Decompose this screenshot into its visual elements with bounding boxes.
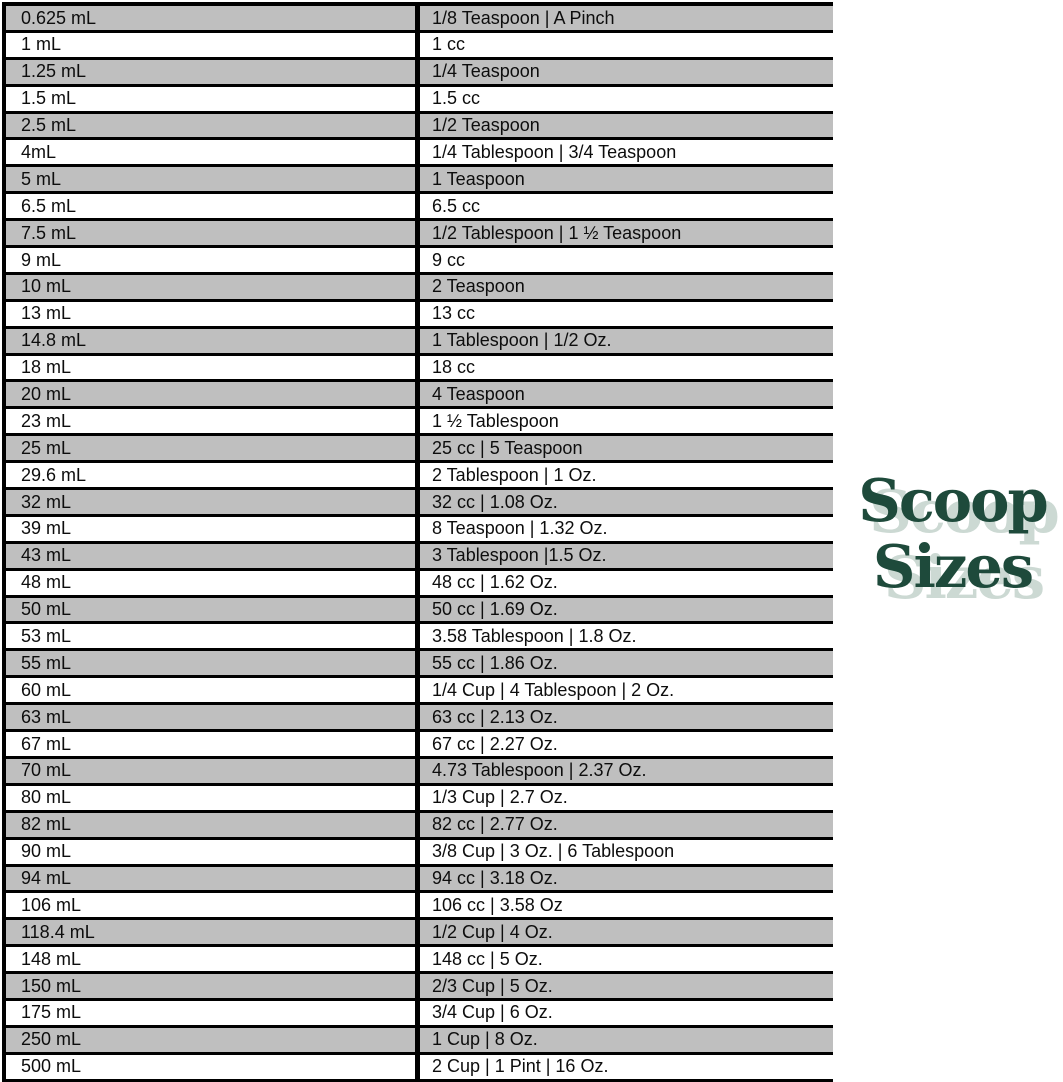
table-row: [6, 813, 833, 840]
table-row: [6, 409, 833, 436]
ml-cell: 14.8 mL: [6, 329, 420, 353]
ml-cell: 7.5 mL: [6, 221, 420, 245]
ml-cell: 94 mL: [6, 867, 420, 891]
table-row: [6, 329, 833, 356]
table-row: [6, 840, 833, 867]
conversion-cell: 32 cc | 1.08 Oz.: [432, 491, 558, 512]
conversion-cell: 1.5 cc: [432, 88, 481, 109]
conversion-cell: 1/2 Teaspoon: [432, 115, 540, 136]
ml-cell: 82 mL: [6, 813, 420, 837]
ml-cell: 150 mL: [6, 974, 420, 998]
table-row: [6, 624, 833, 651]
ml-cell: 250 mL: [6, 1028, 420, 1052]
table-row: [6, 1028, 833, 1055]
conversion-cell: 8 Teaspoon | 1.32 Oz.: [432, 518, 608, 539]
table-row: [6, 463, 833, 490]
ml-cell: 5 mL: [6, 167, 420, 191]
ml-cell: 32 mL: [6, 490, 420, 514]
conversion-cell: 1 ½ Tablespoon: [432, 410, 559, 431]
conversion-cell: 50 cc | 1.69 Oz.: [432, 599, 558, 620]
conversion-cell: 148 cc | 5 Oz.: [432, 948, 543, 969]
conversion-cell: 4 Teaspoon: [432, 383, 525, 404]
ml-cell: 48 mL: [6, 571, 420, 595]
ml-cell: 23 mL: [6, 409, 420, 433]
ml-cell: 6.5 mL: [6, 194, 420, 218]
ml-cell: 90 mL: [6, 840, 420, 864]
table-row: [6, 651, 833, 678]
logo-line-2: Sizes: [872, 532, 1033, 601]
conversion-cell: 48 cc | 1.62 Oz.: [432, 572, 558, 593]
table-row: [6, 893, 833, 920]
ml-cell: 9 mL: [6, 248, 420, 272]
conversion-cell: 1 Tablespoon | 1/2 Oz.: [432, 330, 612, 351]
ml-cell: 4mL: [6, 140, 420, 164]
table-row: [6, 490, 833, 517]
ml-cell: 1.5 mL: [6, 87, 420, 111]
conversion-cell: 82 cc | 2.77 Oz.: [432, 814, 558, 835]
table-row: [6, 678, 833, 705]
table-row: [6, 1055, 833, 1082]
ml-cell: 63 mL: [6, 705, 420, 729]
conversion-cell: 4.73 Tablespoon | 2.37 Oz.: [432, 760, 647, 781]
table-row: [6, 33, 833, 60]
table-row: [6, 382, 833, 409]
conversion-cell: 1/3 Cup | 2.7 Oz.: [432, 787, 568, 808]
conversion-cell: 2 Tablespoon | 1 Oz.: [432, 464, 597, 485]
conversion-cell: 18 cc: [432, 357, 476, 378]
ml-cell: 500 mL: [6, 1055, 420, 1079]
ml-cell: 39 mL: [6, 517, 420, 541]
ml-cell: 43 mL: [6, 544, 420, 568]
table-row: [6, 1001, 833, 1028]
conversion-cell: 67 cc | 2.27 Oz.: [432, 733, 558, 754]
ml-cell: 148 mL: [6, 947, 420, 971]
conversion-cell: 1/2 Cup | 4 Oz.: [432, 921, 553, 942]
conversion-cell: 13 cc: [432, 303, 476, 324]
conversion-cell: 3.58 Tablespoon | 1.8 Oz.: [432, 625, 637, 646]
conversion-cell: 63 cc | 2.13 Oz.: [432, 706, 558, 727]
conversion-cell: 2/3 Cup | 5 Oz.: [432, 975, 553, 996]
conversion-cell: 106 cc | 3.58 Oz: [432, 894, 563, 915]
table-row: [6, 598, 833, 625]
conversion-cell: 6.5 cc: [432, 195, 481, 216]
table-row: [6, 221, 833, 248]
table-row: [6, 947, 833, 974]
table-row: [6, 786, 833, 813]
table-row: [6, 867, 833, 894]
conversion-cell: 94 cc | 3.18 Oz.: [432, 868, 558, 888]
table-row: [6, 732, 833, 759]
conversion-cell: 1/4 Cup | 4 Tablespoon | 2 Oz.: [432, 679, 675, 700]
table-row: [6, 167, 833, 194]
scoop-conversion-table: [2, 2, 833, 1082]
ml-cell: 175 mL: [6, 1001, 420, 1025]
table-row: [6, 194, 833, 221]
conversion-cell: 1 Teaspoon: [432, 168, 525, 189]
table-row: [6, 705, 833, 732]
table-row: [6, 275, 833, 302]
ml-cell: 0.625 mL: [6, 6, 420, 30]
ml-cell: 55 mL: [6, 651, 420, 675]
scoop-sizes-logo: [842, 468, 1063, 600]
table-row: [6, 60, 833, 87]
table-row: [6, 544, 833, 571]
table-row: [6, 436, 833, 463]
conversion-cell: 9 cc: [432, 249, 466, 270]
conversion-cell: 3 Tablespoon |1.5 Oz.: [432, 545, 607, 566]
conversion-cell: 3/8 Cup | 3 Oz. | 6 Tablespoon: [432, 841, 675, 862]
logo-line-1: Scoop: [858, 466, 1047, 535]
ml-cell: 106 mL: [6, 893, 420, 917]
conversion-cell: 1/4 Teaspoon: [432, 61, 540, 82]
table-row: [6, 302, 833, 329]
table-row: [6, 140, 833, 167]
table-row: [6, 517, 833, 544]
table-row: [6, 248, 833, 275]
table-row: [6, 571, 833, 598]
ml-cell: 29.6 mL: [6, 463, 420, 487]
table-row: [6, 6, 833, 33]
ml-cell: 53 mL: [6, 624, 420, 648]
ml-cell: 25 mL: [6, 436, 420, 460]
table-row: [6, 920, 833, 947]
conversion-cell: 2 Teaspoon: [432, 276, 525, 297]
ml-cell: 70 mL: [6, 759, 420, 783]
conversion-cell: 1/4 Tablespoon | 3/4 Teaspoon: [432, 141, 677, 162]
conversion-cell: 1 Cup | 8 Oz.: [432, 1029, 538, 1050]
ml-cell: 20 mL: [6, 382, 420, 406]
table-row: [6, 356, 833, 383]
ml-cell: 1.25 mL: [6, 60, 420, 84]
conversion-cell: 1/8 Teaspoon | A Pinch: [432, 7, 615, 28]
table-row: [6, 974, 833, 1001]
ml-cell: 2.5 mL: [6, 114, 420, 138]
ml-cell: 118.4 mL: [6, 920, 420, 944]
conversion-cell: 1/2 Tablespoon | 1 ½ Teaspoon: [432, 222, 682, 243]
table-row: [6, 759, 833, 786]
conversion-cell: 55 cc | 1.86 Oz.: [432, 652, 558, 673]
table-row: [6, 114, 833, 141]
conversion-cell: 3/4 Cup | 6 Oz.: [432, 1002, 553, 1023]
ml-cell: 60 mL: [6, 678, 420, 702]
conversion-cell: 2 Cup | 1 Pint | 16 Oz.: [432, 1056, 609, 1077]
ml-cell: 80 mL: [6, 786, 420, 810]
table-row: [6, 87, 833, 114]
ml-cell: 1 mL: [6, 33, 420, 57]
ml-cell: 50 mL: [6, 598, 420, 622]
ml-cell: 18 mL: [6, 356, 420, 380]
ml-cell: 13 mL: [6, 302, 420, 326]
ml-cell: 10 mL: [6, 275, 420, 299]
conversion-cell: 25 cc | 5 Teaspoon: [432, 437, 583, 458]
conversion-cell: 1 cc: [432, 34, 466, 55]
ml-cell: 67 mL: [6, 732, 420, 756]
